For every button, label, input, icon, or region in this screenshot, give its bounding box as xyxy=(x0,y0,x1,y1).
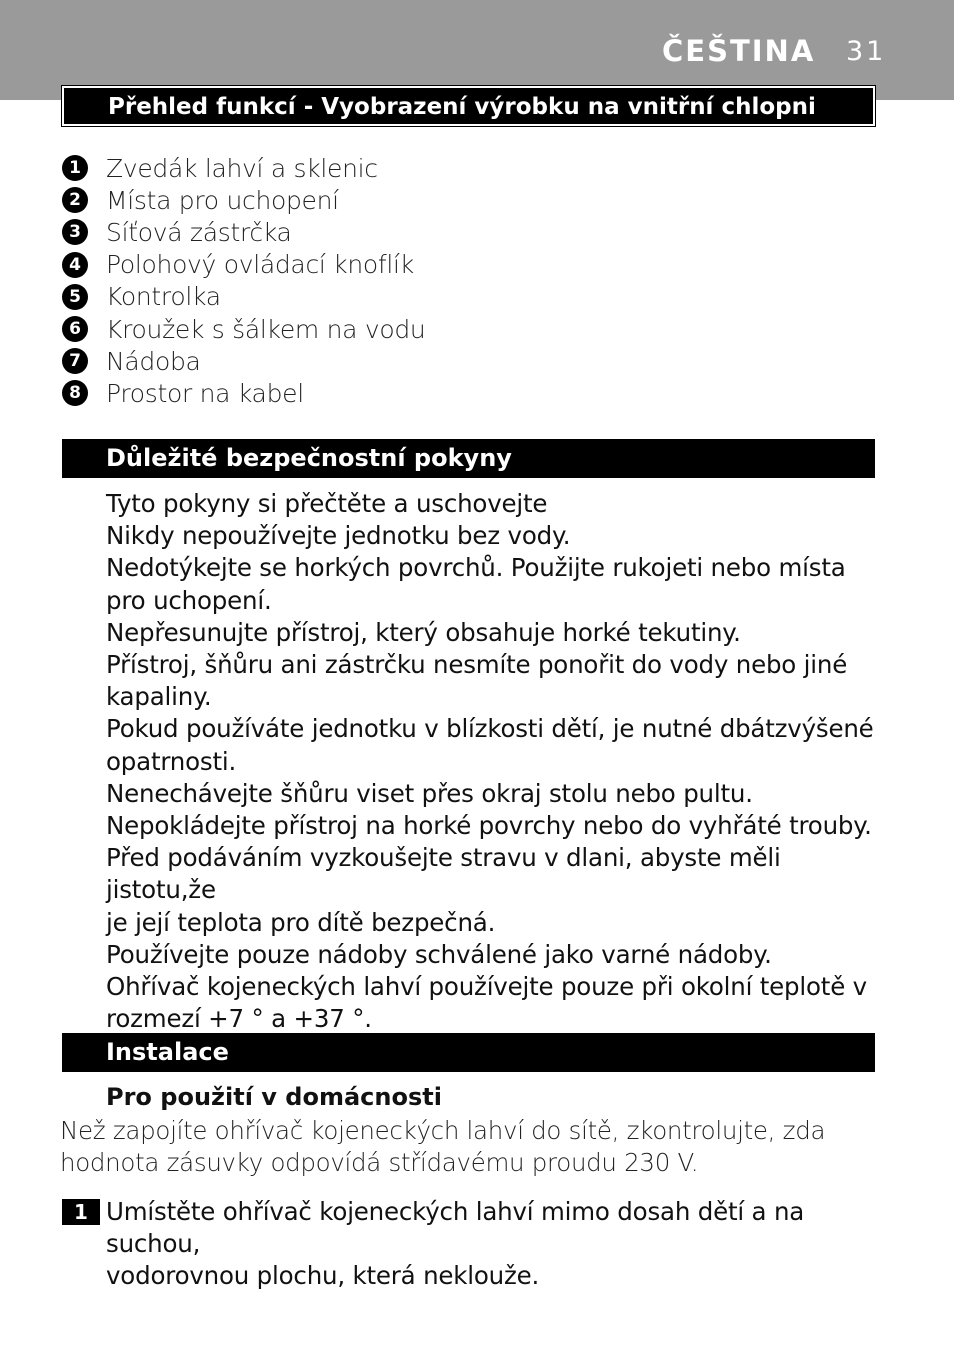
number-badge-icon: 3 xyxy=(62,219,88,245)
safety-line: Tyto pokyny si přečtěte a uschovejte xyxy=(106,489,548,518)
feature-label: Místa pro uchopení xyxy=(106,185,339,215)
page-number: 31 xyxy=(846,36,887,67)
safety-line: Používejte pouze nádoby schválené jako varné nádoby. xyxy=(106,939,772,969)
feature-label: Síťová zástrčka xyxy=(106,217,292,247)
safety-line: rozmezí +7 ° a +37 °. xyxy=(106,1004,372,1034)
safety-line: Před podáváním vyzkoušejte stravu v dlani, abyste měli jistotu,že xyxy=(106,843,781,905)
intro-line: hodnota zásuvky odpovídá střídavému proudu 230 V. xyxy=(60,1148,699,1178)
intro-line: Než zapojíte ohřívač kojeneckých lahví do sítě, zkontrolujte, zda xyxy=(60,1116,826,1145)
step-line: Umístěte ohřívač kojeneckých lahví mimo dosah dětí a na suchou, xyxy=(106,1197,805,1259)
safety-line: pro uchopení. xyxy=(106,585,272,615)
number-badge-icon: 2 xyxy=(62,187,88,213)
number-badge-icon: 8 xyxy=(62,380,88,406)
feature-label: Zvedák lahví a sklenic xyxy=(106,153,378,183)
safety-line: Nenechávejte šňůru viset přes okraj stolu nebo pultu. xyxy=(106,778,753,808)
section-title-install: Instalace xyxy=(62,1033,875,1072)
list-item xyxy=(62,249,425,281)
feature-label: Kontrolka xyxy=(106,282,221,312)
safety-line: je její teplota pro dítě bezpečná. xyxy=(106,907,496,937)
feature-label: Nádoba xyxy=(106,346,201,376)
safety-line: Přístroj, šňůru ani zástrčku nesmíte ponořit do vody nebo jiné xyxy=(106,650,848,680)
safety-text xyxy=(106,488,886,1035)
number-badge-icon: 7 xyxy=(62,348,88,374)
section-title-safety: Důležité bezpečnostní pokyny xyxy=(62,439,875,478)
install-step xyxy=(62,1196,882,1293)
list-item xyxy=(62,313,425,345)
list-item xyxy=(62,216,425,248)
feature-label: Kroužek s šálkem na vodu xyxy=(106,314,426,344)
number-badge-icon: 6 xyxy=(62,316,88,342)
number-badge-icon: 5 xyxy=(62,284,88,310)
safety-line: Nepřesunujte přístroj, který obsahuje horké tekutiny. xyxy=(106,617,741,647)
step-text xyxy=(106,1196,882,1293)
install-intro xyxy=(60,1115,880,1179)
language-label: ČEŠTINA xyxy=(662,34,816,68)
safety-line: Nikdy nepoužívejte jednotku bez vody. xyxy=(106,521,571,551)
safety-line: Nepokládejte přístroj na horké povrchy nebo do vyhřáté trouby. xyxy=(106,811,872,841)
number-badge-icon: 4 xyxy=(62,252,88,278)
subheading-home-use: Pro použití v domácnosti xyxy=(106,1083,442,1111)
list-item xyxy=(62,345,425,377)
header-bar xyxy=(0,0,954,100)
feature-list xyxy=(62,152,425,410)
safety-line: opatrnosti. xyxy=(106,746,237,776)
step-number-badge: 1 xyxy=(62,1199,100,1225)
safety-line: Nedotýkejte se horkých povrchů. Použijte rukojeti nebo místa xyxy=(106,553,846,583)
section-title-overview: Přehled funkcí - Vyobrazení výrobku na vnitřní chlopni xyxy=(62,86,875,126)
step-line: vodorovnou plochu, která neklouže. xyxy=(106,1261,540,1291)
list-item xyxy=(62,184,425,216)
safety-line: kapaliny. xyxy=(106,682,212,712)
number-badge-icon: 1 xyxy=(62,155,88,181)
safety-line: Ohřívač kojeneckých lahví používejte pouze při okolní teplotě v xyxy=(106,972,867,1002)
feature-label: Prostor na kabel xyxy=(106,378,304,408)
safety-line: Pokud používáte jednotku v blízkosti dětí, je nutné dbátzvýšené xyxy=(106,714,874,744)
feature-label: Polohový ovládací knoflík xyxy=(106,250,414,280)
list-item xyxy=(62,281,425,313)
list-item xyxy=(62,152,425,184)
list-item xyxy=(62,377,425,409)
